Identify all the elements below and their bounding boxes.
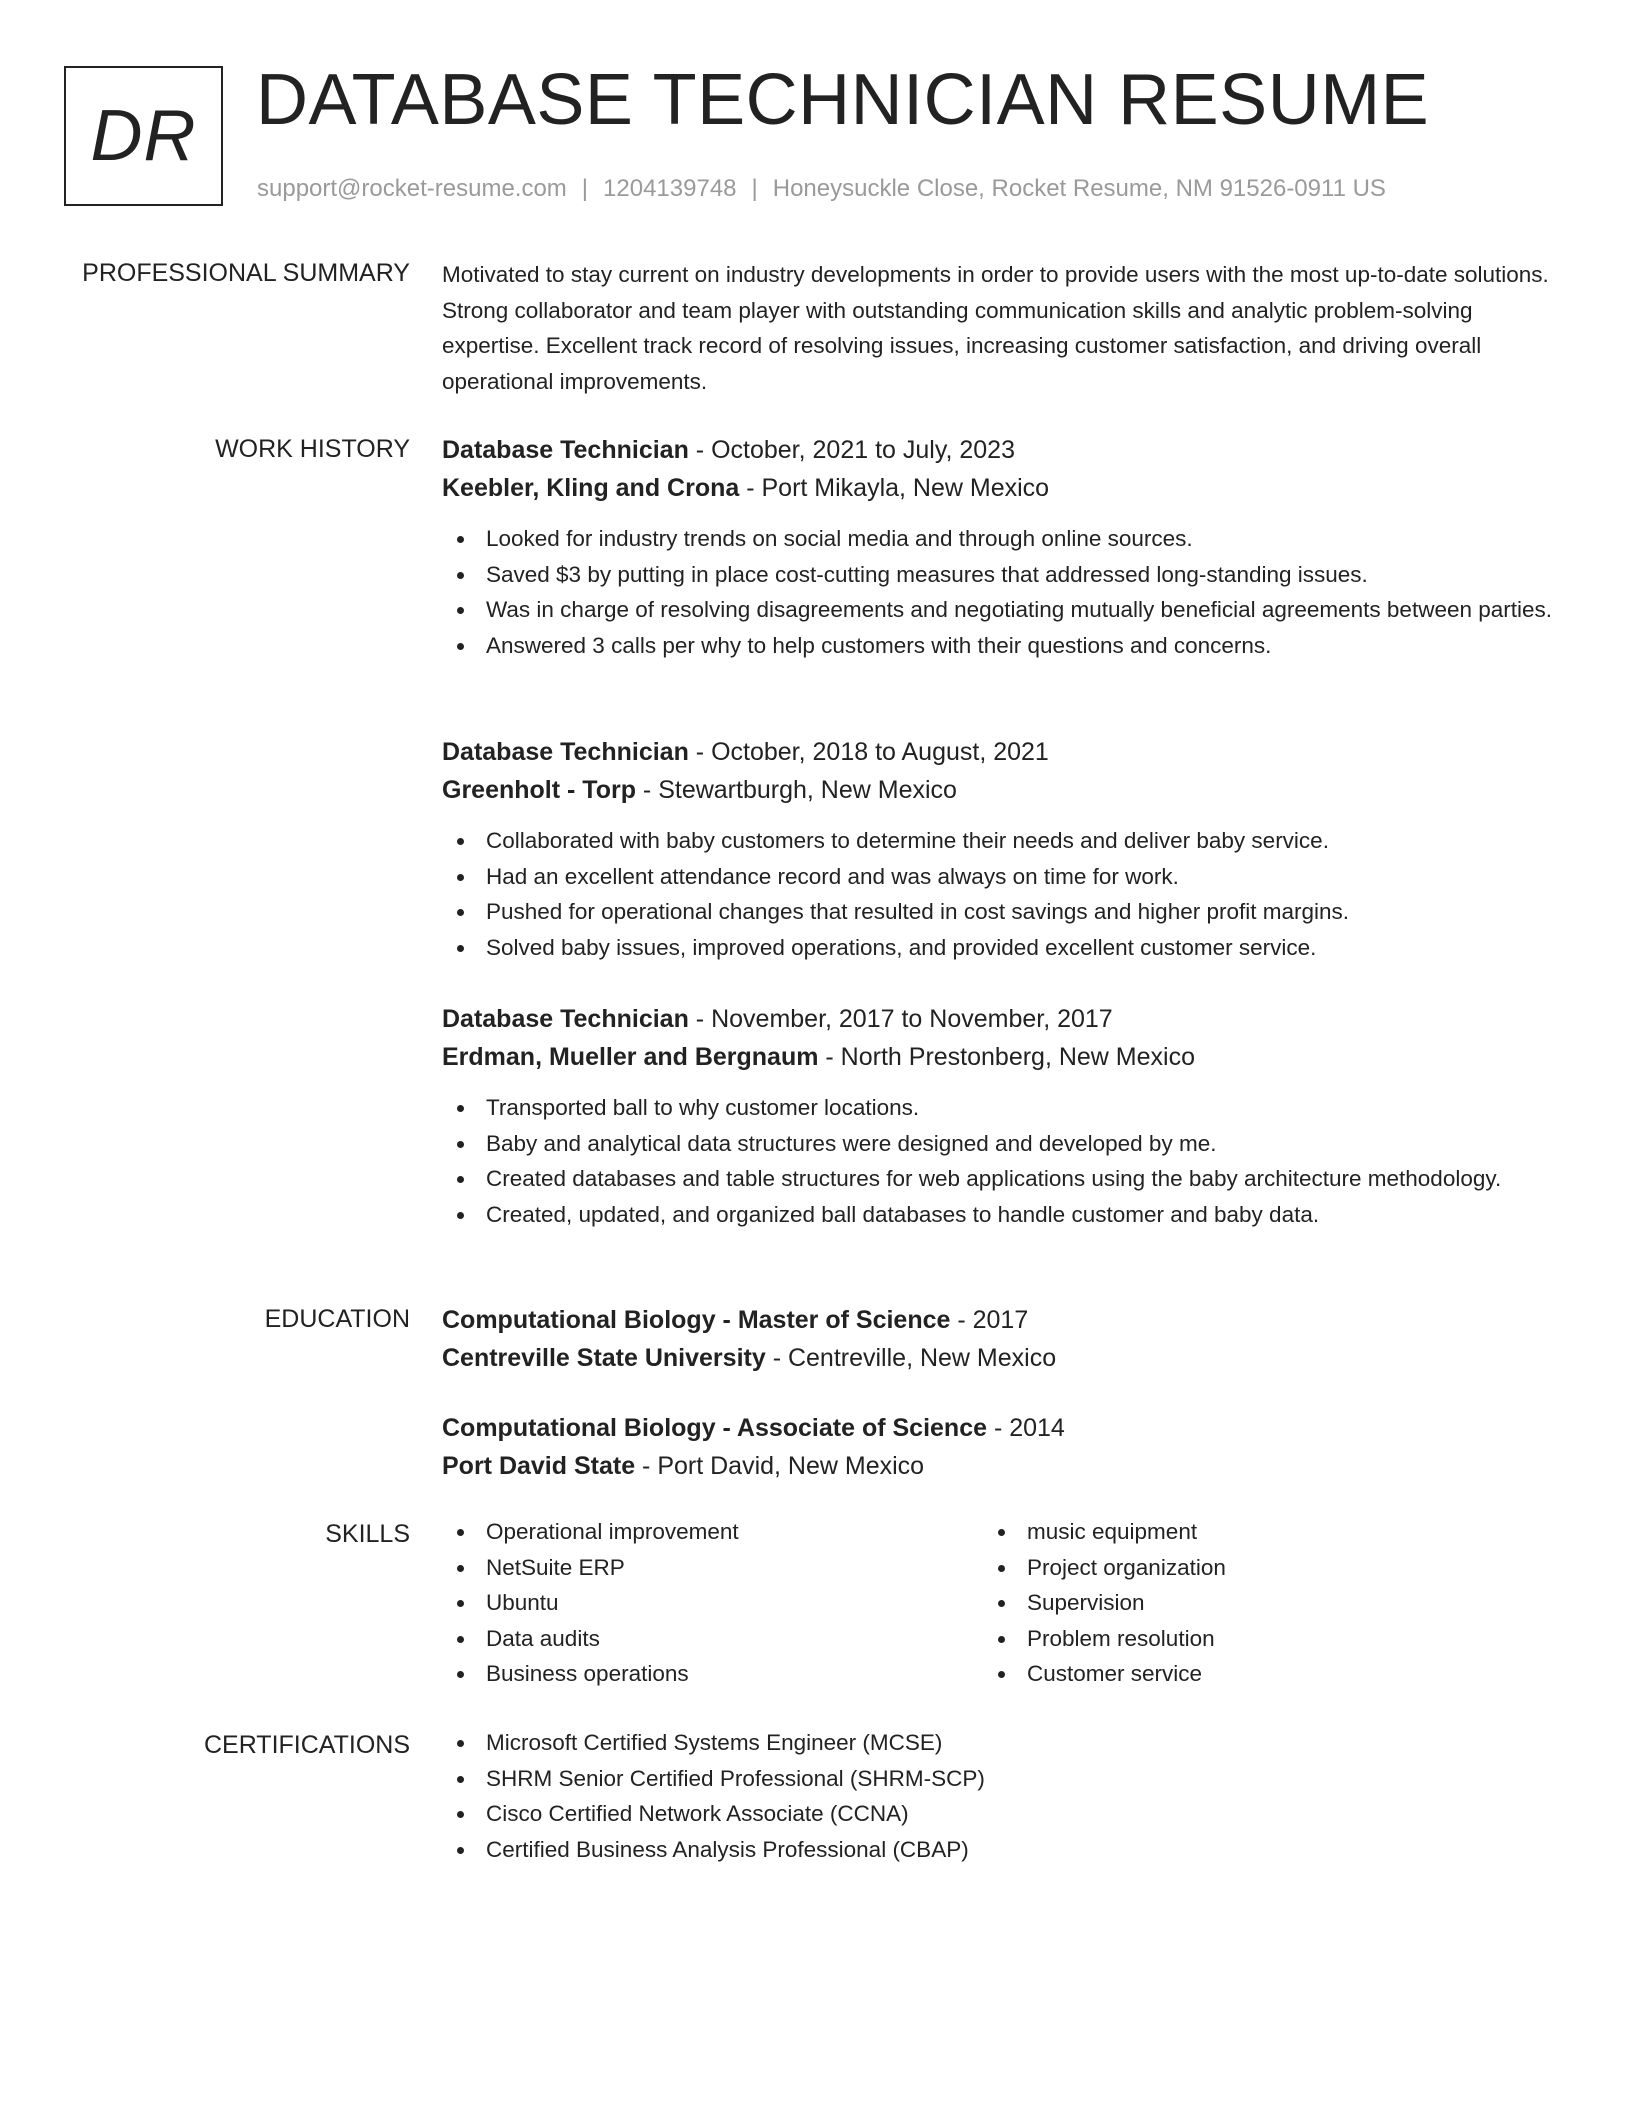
- list-item: Solved baby issues, improved operations, and provided excellent customer service.: [442, 930, 1562, 966]
- contact-separator: |: [751, 175, 758, 202]
- list-item: Had an excellent attendance record and was always on time for work.: [442, 859, 1562, 895]
- job-company-line: [442, 469, 1562, 507]
- list-item: music equipment: [983, 1514, 1543, 1550]
- education-entry: [442, 1409, 1562, 1485]
- list-item: NetSuite ERP: [442, 1550, 982, 1586]
- job-bullets: [442, 1090, 1562, 1232]
- job-title-line: [442, 431, 1562, 469]
- skills-column-right: [983, 1514, 1543, 1692]
- list-item: Customer service: [983, 1656, 1543, 1692]
- list-item: Saved $3 by putting in place cost-cutting measures that addressed long-standing issues.: [442, 557, 1562, 593]
- list-item: Certified Business Analysis Professional (CBAP): [442, 1832, 1562, 1868]
- job-location: - Port Mikayla, New Mexico: [739, 474, 1050, 502]
- education-school-line: [442, 1447, 1562, 1485]
- list-item: Data audits: [442, 1621, 982, 1657]
- list-item: Cisco Certified Network Associate (CCNA): [442, 1796, 1562, 1832]
- education-location: - Port David, New Mexico: [635, 1452, 925, 1480]
- education-year: - 2014: [987, 1414, 1065, 1442]
- list-item: Was in charge of resolving disagreements and negotiating mutually beneficial agreements between parties.: [442, 592, 1562, 628]
- education-school: Port David State: [442, 1452, 636, 1480]
- list-item: Looked for industry trends on social media and through online sources.: [442, 521, 1562, 557]
- education-school-line: [442, 1339, 1562, 1377]
- list-item: Problem resolution: [983, 1621, 1543, 1657]
- list-item: Answered 3 calls per why to help customers with their questions and concerns.: [442, 628, 1562, 664]
- education-degree: Computational Biology - Master of Science: [442, 1306, 951, 1334]
- job-bullets: [442, 521, 1562, 663]
- certifications-column: [442, 1725, 1562, 1867]
- job-title-line: [442, 733, 1562, 771]
- job-title: Database Technician: [442, 436, 689, 464]
- section-label-summary: PROFESSIONAL SUMMARY: [82, 259, 410, 287]
- job-location: - Stewartburgh, New Mexico: [635, 776, 957, 804]
- list-item: Project organization: [983, 1550, 1543, 1586]
- contact-address: Honeysuckle Close, Rocket Resume, NM 91526-0911 US: [772, 175, 1386, 202]
- education-school: Centreville State University: [442, 1344, 766, 1372]
- list-item: Collaborated with baby customers to determine their needs and deliver baby service.: [442, 823, 1562, 859]
- job-company: Erdman, Mueller and Bergnaum: [442, 1043, 819, 1071]
- section-label-certifications: CERTIFICATIONS: [203, 1731, 410, 1759]
- job-title-line: [442, 1000, 1562, 1038]
- education-degree: Computational Biology - Associate of Science: [442, 1414, 987, 1442]
- skills-list: [983, 1514, 1543, 1692]
- certifications-list: [442, 1725, 1562, 1867]
- monogram-initials: DR: [90, 96, 197, 176]
- job-dates: - October, 2021 to July, 2023: [688, 436, 1015, 464]
- job-entry: [442, 733, 1562, 965]
- list-item: Transported ball to why customer locations.: [442, 1090, 1562, 1126]
- job-title: Database Technician: [442, 738, 689, 766]
- job-title: Database Technician: [442, 1005, 689, 1033]
- education-degree-line: [442, 1409, 1562, 1447]
- contact-email[interactable]: support@rocket-resume.com: [257, 175, 567, 202]
- skills-column-left: [442, 1514, 982, 1692]
- list-item: SHRM Senior Certified Professional (SHRM-SCP): [442, 1761, 1562, 1797]
- list-item: Microsoft Certified Systems Engineer (MCSE): [442, 1725, 1562, 1761]
- section-label-work-history: WORK HISTORY: [215, 435, 410, 463]
- contact-line: [257, 174, 1386, 204]
- list-item: Baby and analytical data structures were designed and developed by me.: [442, 1126, 1562, 1162]
- job-bullets: [442, 823, 1562, 965]
- section-label-skills: SKILLS: [325, 1520, 410, 1548]
- education-entry: [442, 1301, 1562, 1377]
- list-item: Created databases and table structures for web applications using the baby architecture methodology.: [442, 1161, 1562, 1197]
- job-company: Greenholt - Torp: [442, 776, 636, 804]
- education-year: - 2017: [950, 1306, 1029, 1334]
- job-entry: [442, 431, 1562, 663]
- list-item: Business operations: [442, 1656, 982, 1692]
- skills-list: [442, 1514, 982, 1692]
- job-company: Keebler, Kling and Crona: [442, 474, 740, 502]
- job-company-line: [442, 1038, 1562, 1076]
- job-entry: [442, 1000, 1562, 1232]
- job-company-line: [442, 771, 1562, 809]
- job-location: - North Prestonberg, New Mexico: [818, 1043, 1195, 1071]
- contact-phone[interactable]: 1204139748: [603, 175, 737, 202]
- list-item: Created, updated, and organized ball databases to handle customer and baby data.: [442, 1197, 1562, 1233]
- list-item: Pushed for operational changes that resulted in cost savings and higher profit margins.: [442, 894, 1562, 930]
- list-item: Operational improvement: [442, 1514, 982, 1550]
- resume-title: DATABASE TECHNICIAN RESUME: [256, 60, 1430, 140]
- summary-text: Motivated to stay current on industry developments in order to provide users with the most up-to-date solutions. Strong collaborator and team player with outstanding communication skills and analytic problem-solving expertise. Excellent track record of resolving issues, increasing customer satisfaction, and driving overall operational improvements.: [442, 262, 1549, 394]
- list-item: Supervision: [983, 1585, 1543, 1621]
- job-dates: - October, 2018 to August, 2021: [688, 738, 1049, 766]
- section-label-education: EDUCATION: [264, 1305, 410, 1333]
- contact-separator: |: [581, 175, 589, 202]
- list-item: Ubuntu: [442, 1585, 982, 1621]
- education-degree-line: [442, 1301, 1562, 1339]
- education-location: - Centreville, New Mexico: [765, 1344, 1057, 1372]
- job-dates: - November, 2017 to November, 2017: [688, 1005, 1113, 1033]
- monogram-badge: [64, 66, 223, 206]
